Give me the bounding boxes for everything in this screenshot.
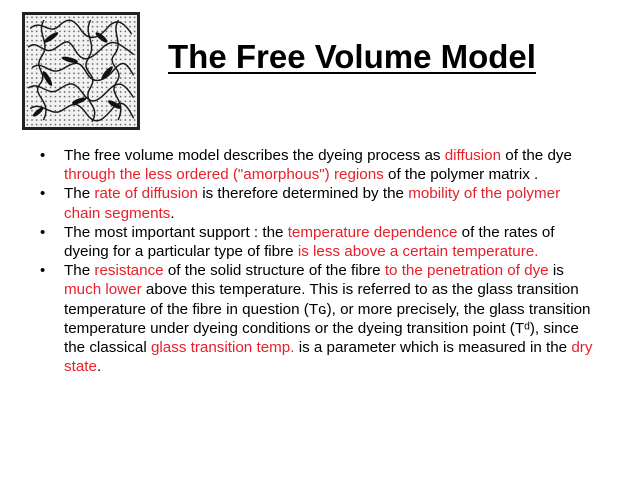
bullet-list: [40, 146, 600, 376]
body-text: of the solid structure of the fibre: [163, 262, 385, 280]
highlighted-text: is less above a certain temperature.: [297, 243, 539, 261]
body-text: is a parameter which is measured in the: [294, 339, 572, 357]
highlighted-text: through the less ordered ("amorphous") regions: [64, 166, 384, 184]
highlighted-text: temperature dependence: [287, 223, 458, 241]
bullet-item: [40, 184, 600, 222]
body-text: The most important support : the: [64, 223, 288, 241]
highlighted-text: resistance: [94, 262, 164, 280]
polymer-chains-dye-diagram-icon: [25, 15, 137, 127]
bullet-item: [40, 261, 600, 376]
highlighted-text: glass transition temp.: [150, 339, 295, 357]
highlighted-text: mobility of the polymer chain segments: [64, 185, 561, 222]
body-text: of the rates of dyeing for a particular type of fibre: [64, 223, 555, 261]
body-text: The: [64, 185, 95, 203]
highlighted-text: rate of diffusion: [94, 185, 198, 203]
body-text: .: [96, 358, 102, 376]
body-text: The: [64, 262, 95, 280]
body-text: above this temperature. This is referred to as the glass transition temperature of the fibre in question (Tɢ), or more precisely, the glass transition temperature under dyeing conditions or the dyeing transition point (Tᵈ), since the classical: [64, 281, 591, 357]
highlighted-text: much lower: [64, 281, 142, 299]
body-text: is therefore determined by the: [197, 185, 409, 203]
body-text: .: [170, 204, 175, 222]
slide-title: The Free Volume Model: [168, 38, 536, 75]
highlighted-text: to the penetration of dye: [384, 262, 549, 280]
bullet-item: [40, 223, 600, 261]
body-text: is: [548, 262, 564, 280]
highlighted-text: diffusion: [444, 147, 502, 164]
highlighted-text: dry state: [64, 339, 593, 376]
polymer-diagram: [22, 12, 140, 130]
body-text: of the polymer matrix .: [383, 166, 539, 184]
body-text: The free volume model describes the dyeing process as: [64, 147, 445, 164]
body-text: of the dye: [501, 147, 572, 164]
bullet-item: [40, 146, 600, 184]
